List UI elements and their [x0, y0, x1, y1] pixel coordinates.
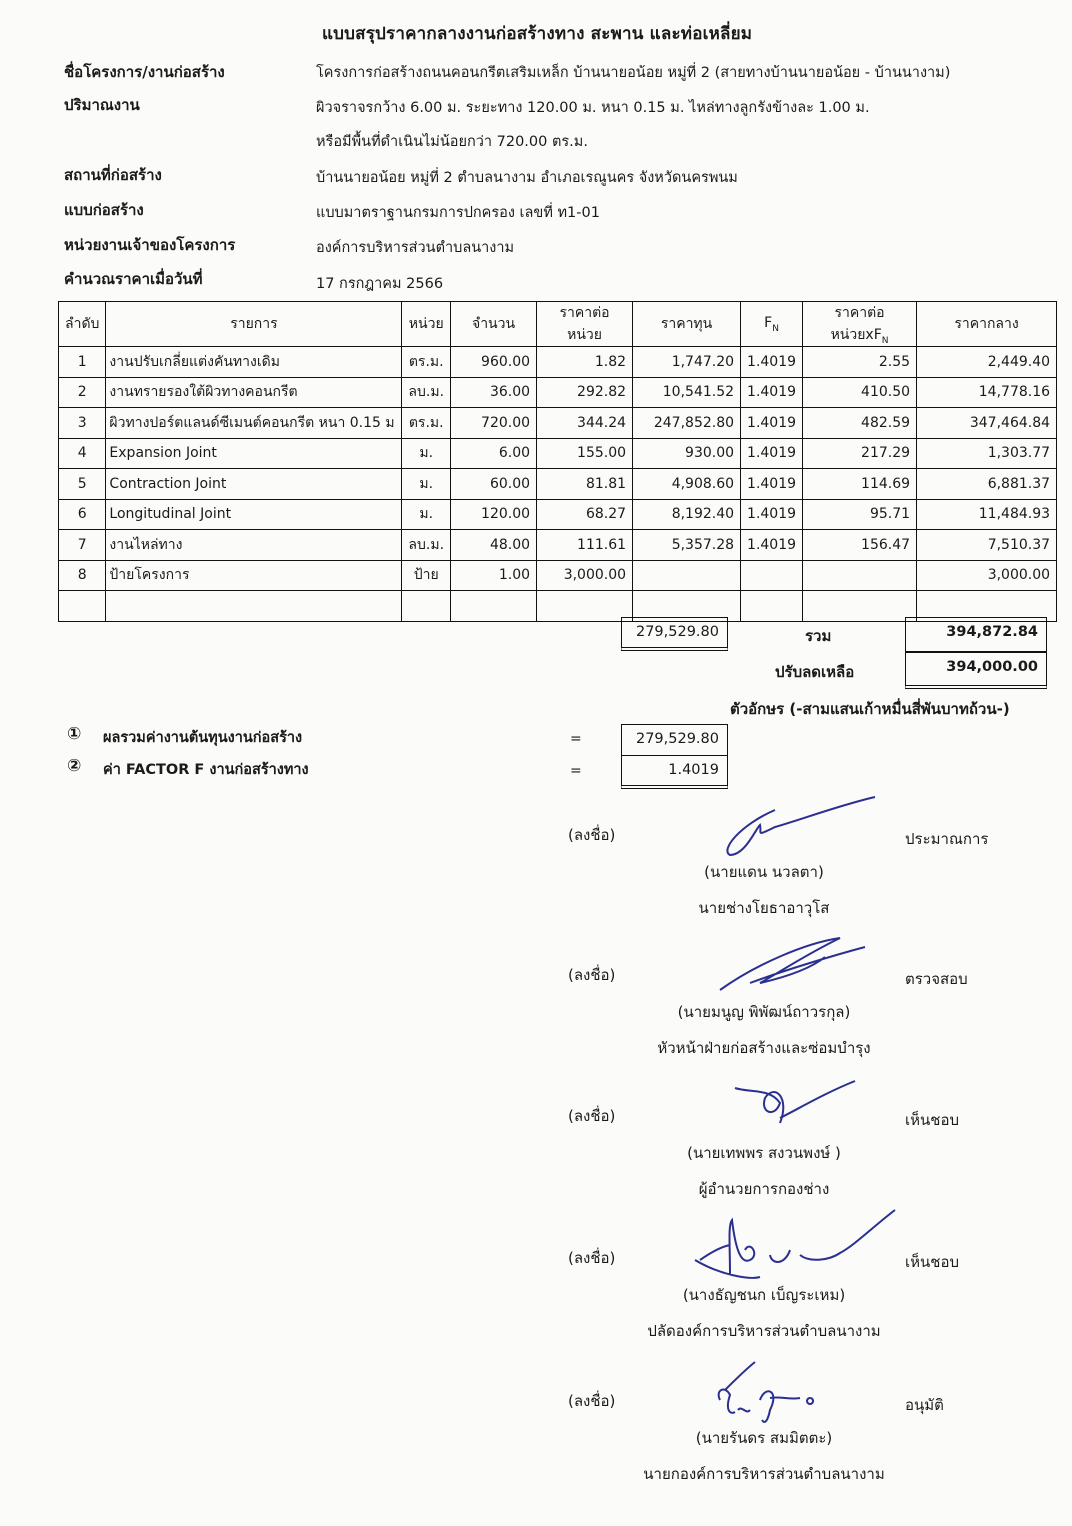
info-label-project: ชื่อโครงการ/งานก่อสร้าง: [64, 63, 225, 81]
info-value-project: โครงการก่อสร้างถนนคอนกรีตเสริมเหล็ก บ้านนายอน้อย หมู่ที่ 2 (สายทางบ้านนายอน้อย - บ้านนางาม): [316, 65, 951, 81]
cell-no: 5: [59, 469, 106, 500]
summary-value-2: 1.4019: [621, 755, 728, 789]
header-unit-price: ราคาต่อหน่วย: [537, 302, 633, 347]
summary-label-2: ค่า FACTOR F งานก่อสร้างทาง: [103, 762, 309, 778]
signature-sign-label: (ลงชื่อ): [568, 1107, 616, 1125]
adjust-value: 394,000.00: [905, 652, 1047, 689]
signature-2-icon: [715, 935, 875, 995]
summary-label-1: ผลรวมค่างานต้นทุนงานก่อสร้าง: [103, 730, 303, 746]
cell-median: 1,303.77: [917, 438, 1057, 469]
cell-unit: ม.: [402, 469, 451, 500]
header-unit: หน่วย: [402, 302, 451, 347]
cell-fn: 1.4019: [741, 377, 803, 408]
info-value-quantity: ผิวจราจรกว้าง 6.00 ม. ระยะทาง 120.00 ม. หนา 0.15 ม. ไหล่ทางลูกรังข้างละ 1.00 ม.: [316, 100, 870, 116]
cell-item: งานไหล่ทาง: [106, 530, 402, 561]
header-cost: ราคาทุน: [633, 302, 741, 347]
cell-unit-price: 1.82: [537, 347, 633, 378]
header-price-fn: ราคาต่อหน่วย$xF_N$: [803, 302, 917, 347]
table-header-row: [59, 302, 1057, 347]
signature-position: นายกองค์การบริหารส่วนตำบลนางาม: [643, 1465, 885, 1483]
cell-unit-price: 292.82: [537, 377, 633, 408]
signature-position: ผู้อำนวยการกองช่าง: [698, 1180, 830, 1198]
header-item: รายการ: [106, 302, 402, 347]
cell-price-fn: 482.59: [803, 408, 917, 439]
cell-median: 7,510.37: [917, 530, 1057, 561]
cell-fn: [741, 591, 803, 622]
cell-cost: 930.00: [633, 438, 741, 469]
cell-median: 347,464.84: [917, 408, 1057, 439]
cell-item: [106, 591, 402, 622]
cell-qty: [451, 591, 537, 622]
cell-unit: ตร.ม.: [402, 347, 451, 378]
cell-cost: 247,852.80: [633, 408, 741, 439]
cell-cost: [633, 560, 741, 591]
cell-unit: ป้าย: [402, 560, 451, 591]
cell-item: งานปรับเกลี่ยแต่งคันทางเดิม: [106, 347, 402, 378]
cell-median: 14,778.16: [917, 377, 1057, 408]
cell-no: 4: [59, 438, 106, 469]
cell-item: Contraction Joint: [106, 469, 402, 500]
cell-price-fn: [803, 560, 917, 591]
signature-4-icon: [690, 1205, 900, 1285]
cell-price-fn: 410.50: [803, 377, 917, 408]
cell-median: 2,449.40: [917, 347, 1057, 378]
table-row: [59, 499, 1057, 530]
signature-sign-label: (ลงชื่อ): [568, 966, 616, 984]
signature-role: อนุมัติ: [905, 1396, 944, 1414]
header-qty: จำนวน: [451, 302, 537, 347]
cell-unit: ลบ.ม.: [402, 530, 451, 561]
signature-role: ตรวจสอบ: [905, 970, 968, 988]
info-value-location: บ้านนายอน้อย หมู่ที่ 2 ตำบลนางาม อำเภอเรณูนคร จังหวัดนครพนม: [316, 170, 738, 186]
cell-price-fn: [803, 591, 917, 622]
summary-eq-1: =: [570, 731, 582, 747]
info-value-design: แบบมาตราฐานกรมการปกครอง เลขที่ ท1-01: [316, 205, 600, 221]
signature-position: ปลัดองค์การบริหารส่วนตำบลนางาม: [647, 1322, 881, 1340]
cell-qty: 48.00: [451, 530, 537, 561]
header-fn: $F_N$: [741, 302, 803, 347]
signature-position: หัวหน้าฝ่ายก่อสร้างและซ่อมบำรุง: [657, 1039, 871, 1057]
signature-name: (นายมนูญ พิพัฒน์ถาวรกุล): [677, 1003, 851, 1021]
cell-unit: ตร.ม.: [402, 408, 451, 439]
table-row: [59, 408, 1057, 439]
cell-no: 8: [59, 560, 106, 591]
signature-role: เห็นชอบ: [905, 1111, 959, 1129]
document-title: แบบสรุปราคากลางงานก่อสร้างทาง สะพาน และท่อเหลี่ยม: [322, 24, 753, 44]
cell-no: 6: [59, 499, 106, 530]
info-label-design: แบบก่อสร้าง: [64, 201, 144, 219]
cell-median: 11,484.93: [917, 499, 1057, 530]
cell-no: [59, 591, 106, 622]
table-row: [59, 438, 1057, 469]
cell-qty: 720.00: [451, 408, 537, 439]
table-row: [59, 377, 1057, 408]
cell-cost: 5,357.28: [633, 530, 741, 561]
cell-unit: ลบ.ม.: [402, 377, 451, 408]
cell-item: Expansion Joint: [106, 438, 402, 469]
sum-label: รวม: [805, 627, 832, 645]
cell-qty: 120.00: [451, 499, 537, 530]
cell-cost: 1,747.20: [633, 347, 741, 378]
cell-no: 3: [59, 408, 106, 439]
signature-name: (นางธัญชนก เบ็ญระเหม): [682, 1286, 846, 1304]
cell-unit-price: 81.81: [537, 469, 633, 500]
cell-unit-price: 155.00: [537, 438, 633, 469]
signature-1-icon: [700, 795, 880, 865]
cell-qty: 60.00: [451, 469, 537, 500]
price-table: [58, 301, 1057, 622]
cell-cost: 10,541.52: [633, 377, 741, 408]
info-label-owner: หน่วยงานเจ้าของโครงการ: [64, 236, 236, 254]
cell-unit: ม.: [402, 438, 451, 469]
cell-price-fn: 156.47: [803, 530, 917, 561]
cell-item: ผิวทางปอร์ตแลนด์ซีเมนต์คอนกรีต หนา 0.15 ม: [106, 408, 402, 439]
sum-value: 394,872.84: [905, 617, 1047, 652]
table-row: [59, 560, 1057, 591]
marker-2-icon: ②: [67, 756, 82, 776]
cell-price-fn: 2.55: [803, 347, 917, 378]
info-label-date: คำนวณราคาเมื่อวันที่: [64, 270, 203, 288]
signature-sign-label: (ลงชื่อ): [568, 1392, 616, 1410]
marker-1-icon: ①: [67, 724, 82, 744]
cell-fn: 1.4019: [741, 499, 803, 530]
cell-qty: 1.00: [451, 560, 537, 591]
cell-qty: 960.00: [451, 347, 537, 378]
cell-fn: 1.4019: [741, 347, 803, 378]
signature-3-icon: [730, 1078, 860, 1128]
info-value-owner: องค์การบริหารส่วนตำบลนางาม: [316, 240, 515, 256]
adjust-label: ปรับลดเหลือ: [775, 663, 855, 681]
cell-median: 3,000.00: [917, 560, 1057, 591]
signature-5-icon: [710, 1360, 850, 1430]
cell-median: 6,881.37: [917, 469, 1057, 500]
summary-value-1: 279,529.80: [621, 724, 728, 756]
info-label-quantity: ปริมาณงาน: [64, 96, 140, 114]
cell-price-fn: 217.29: [803, 438, 917, 469]
table-row: [59, 347, 1057, 378]
signature-role: เห็นชอบ: [905, 1253, 959, 1271]
signature-sign-label: (ลงชื่อ): [568, 1249, 616, 1267]
cell-fn: 1.4019: [741, 469, 803, 500]
cell-fn: [741, 560, 803, 591]
cell-unit-price: [537, 591, 633, 622]
cell-cost: 4,908.60: [633, 469, 741, 500]
signature-name: (นายรันดร สมมิตตะ): [695, 1429, 833, 1447]
info-value-date: 17 กรกฎาคม 2566: [316, 276, 444, 292]
cell-fn: 1.4019: [741, 438, 803, 469]
cell-fn: 1.4019: [741, 408, 803, 439]
signature-position: นายช่างโยธาอาวุโส: [698, 899, 830, 917]
cost-total: 279,529.80: [621, 617, 728, 651]
cell-unit-price: 3,000.00: [537, 560, 633, 591]
cell-fn: 1.4019: [741, 530, 803, 561]
table-row: [59, 530, 1057, 561]
table-row: [59, 469, 1057, 500]
cell-qty: 36.00: [451, 377, 537, 408]
signature-sign-label: (ลงชื่อ): [568, 826, 616, 844]
signature-name: (นายแดน นวลตา): [704, 863, 824, 881]
cell-no: 2: [59, 377, 106, 408]
cell-item: Longitudinal Joint: [106, 499, 402, 530]
cell-unit: [402, 591, 451, 622]
header-median: ราคากลาง: [917, 302, 1057, 347]
info-value-area: หรือมีพื้นที่ดำเนินไม่น้อยกว่า 720.00 ตร.ม.: [316, 134, 588, 150]
cell-item: งานทรายรองใต้ผิวทางคอนกรีต: [106, 377, 402, 408]
cell-item: ป้ายโครงการ: [106, 560, 402, 591]
cell-unit: ม.: [402, 499, 451, 530]
signature-name: (นายเทพพร สงวนพงษ์ ): [687, 1144, 841, 1162]
header-no: ลำดับ: [59, 302, 106, 347]
cell-unit-price: 344.24: [537, 408, 633, 439]
summary-eq-2: =: [570, 763, 582, 779]
cell-no: 1: [59, 347, 106, 378]
signature-role: ประมาณการ: [905, 830, 989, 848]
cell-qty: 6.00: [451, 438, 537, 469]
info-label-location: สถานที่ก่อสร้าง: [64, 166, 162, 184]
cell-no: 7: [59, 530, 106, 561]
amount-in-words: ตัวอักษร (-สามแสนเก้าหมื่นสี่พันบาทถ้วน-): [730, 700, 1010, 718]
cell-unit-price: 68.27: [537, 499, 633, 530]
cell-unit-price: 111.61: [537, 530, 633, 561]
cell-price-fn: 95.71: [803, 499, 917, 530]
cell-cost: 8,192.40: [633, 499, 741, 530]
cell-price-fn: 114.69: [803, 469, 917, 500]
